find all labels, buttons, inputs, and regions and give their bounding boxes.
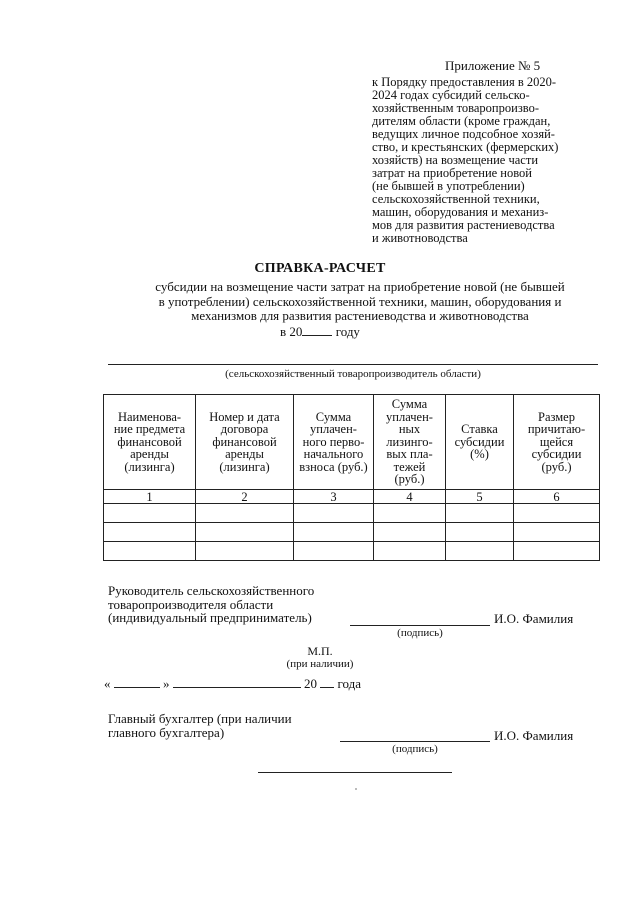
year-suffix: году [335, 324, 360, 339]
accountant-line: Главный бухгалтер (при наличии [108, 711, 292, 726]
appendix-line: ведущих личное подсобное хозяй- [372, 127, 555, 141]
accountant-signature-caption: (подпись) [392, 743, 438, 755]
table-cell[interactable] [294, 542, 374, 561]
table-cell[interactable] [446, 542, 514, 561]
header-subsidy-rate: Ставка субсидии (%) [446, 395, 514, 490]
column-number: 1 [104, 490, 196, 504]
head-name: И.О. Фамилия [494, 611, 574, 626]
table-cell[interactable] [374, 504, 446, 523]
date-month-field[interactable] [173, 677, 301, 688]
year-blank[interactable] [302, 325, 332, 336]
date-year-field[interactable] [320, 677, 334, 688]
head-line: товаропроизводителя области [108, 596, 274, 612]
accountant-signature-label [108, 712, 292, 739]
appendix-line: затрат на приобретение новой [372, 166, 532, 180]
column-number: 4 [374, 490, 446, 504]
appendix-line: (не бывшей в употреблении) [372, 179, 525, 193]
column-number: 5 [446, 490, 514, 504]
date-open-quote: « [104, 676, 111, 691]
table-cell[interactable] [196, 523, 294, 542]
table-cell[interactable] [196, 542, 294, 561]
document-subtitle [100, 280, 620, 324]
table-cell[interactable] [104, 523, 196, 542]
appendix-line: мов для развития растениеводства [372, 218, 555, 232]
table-header-row [104, 395, 600, 490]
appendix-line: 2024 годах субсидий сельско- [372, 88, 530, 102]
footer-divider [258, 772, 452, 773]
appendix-line: ство, и крестьянских (фермерских) [372, 140, 559, 154]
appendix-line: и животноводства [372, 231, 468, 245]
appendix-line: сельскохозяйственной техники, [372, 192, 540, 206]
date-suffix: года [337, 676, 362, 691]
header-subsidy-amount: Размер причитаю- щейся субсидии (руб.) [514, 395, 600, 490]
year-line [0, 324, 640, 340]
stamp-note: (при наличии) [286, 658, 354, 670]
stamp-label: М.П. [307, 644, 333, 658]
appendix-description [372, 76, 600, 245]
table-cell[interactable] [104, 504, 196, 523]
table-cell[interactable] [374, 523, 446, 542]
date-century: 20 [304, 676, 317, 691]
document-title: СПРАВКА-РАСЧЕТ [254, 261, 386, 276]
table-cell[interactable] [514, 504, 600, 523]
subtitle-line: механизмов для развития растениеводства и животноводства [191, 308, 529, 323]
appendix-title: Приложение № 5 [445, 58, 541, 73]
table-cell[interactable] [294, 523, 374, 542]
subtitle-line: субсидии на возмещение части затрат на приобретение новой (не бывшей [155, 279, 565, 294]
calculation-table [103, 394, 600, 561]
signature-date [104, 676, 361, 692]
appendix-line: к Порядку предоставления в 2020- [372, 75, 557, 89]
subtitle-line: в употреблении) сельскохозяйственной техники, машин, оборудования и [158, 293, 562, 309]
table-cell[interactable] [196, 504, 294, 523]
column-number: 6 [514, 490, 600, 504]
appendix-line: дителям области (кроме граждан, [372, 114, 551, 128]
table-cell[interactable] [446, 523, 514, 542]
year-prefix: в 20 [280, 324, 303, 339]
producer-caption: (сельскохозяйственный товаропроизводитель области) [225, 368, 481, 380]
head-line: Руководитель сельскохозяйственного [108, 583, 315, 598]
accountant-line: главного бухгалтера) [108, 724, 225, 740]
header-initial-payment: Сумма уплачен- ного перво- начального взноса (руб.) [294, 395, 374, 490]
table-cell[interactable] [374, 542, 446, 561]
table-cell[interactable] [446, 504, 514, 523]
producer-field[interactable] [108, 364, 598, 365]
table-cell[interactable] [294, 504, 374, 523]
accountant-signature-field[interactable] [340, 741, 490, 742]
scan-speck [355, 788, 357, 790]
head-signature-caption: (подпись) [397, 627, 443, 639]
appendix-line: хозяйственным товаропроизво- [372, 101, 539, 115]
header-contract-number-date: Номер и дата договора финансовой аренды (лизинга) [196, 395, 294, 490]
appendix-line: машин, оборудования и механиз- [372, 205, 549, 219]
header-lease-payments: Сумма уплачен- ных лизинго- вых пла- тежей (руб.) [374, 395, 446, 490]
head-signature-field[interactable] [350, 625, 490, 626]
table-row [104, 523, 600, 542]
header-lease-subject: Наименова- ние предмета финансовой аренды (лизинга) [104, 395, 196, 490]
head-signature-label [108, 584, 314, 625]
date-day-field[interactable] [114, 677, 160, 688]
accountant-name: И.О. Фамилия [494, 728, 574, 743]
column-number-row [104, 490, 600, 504]
appendix-line: хозяйств) на возмещение части [372, 153, 539, 167]
table-cell[interactable] [514, 542, 600, 561]
head-line: (индивидуальный предприниматель) [108, 610, 312, 625]
table-cell[interactable] [104, 542, 196, 561]
table-row [104, 504, 600, 523]
date-close-quote: » [163, 676, 170, 691]
table-cell[interactable] [514, 523, 600, 542]
column-number: 3 [294, 490, 374, 504]
table-row [104, 542, 600, 561]
column-number: 2 [196, 490, 294, 504]
